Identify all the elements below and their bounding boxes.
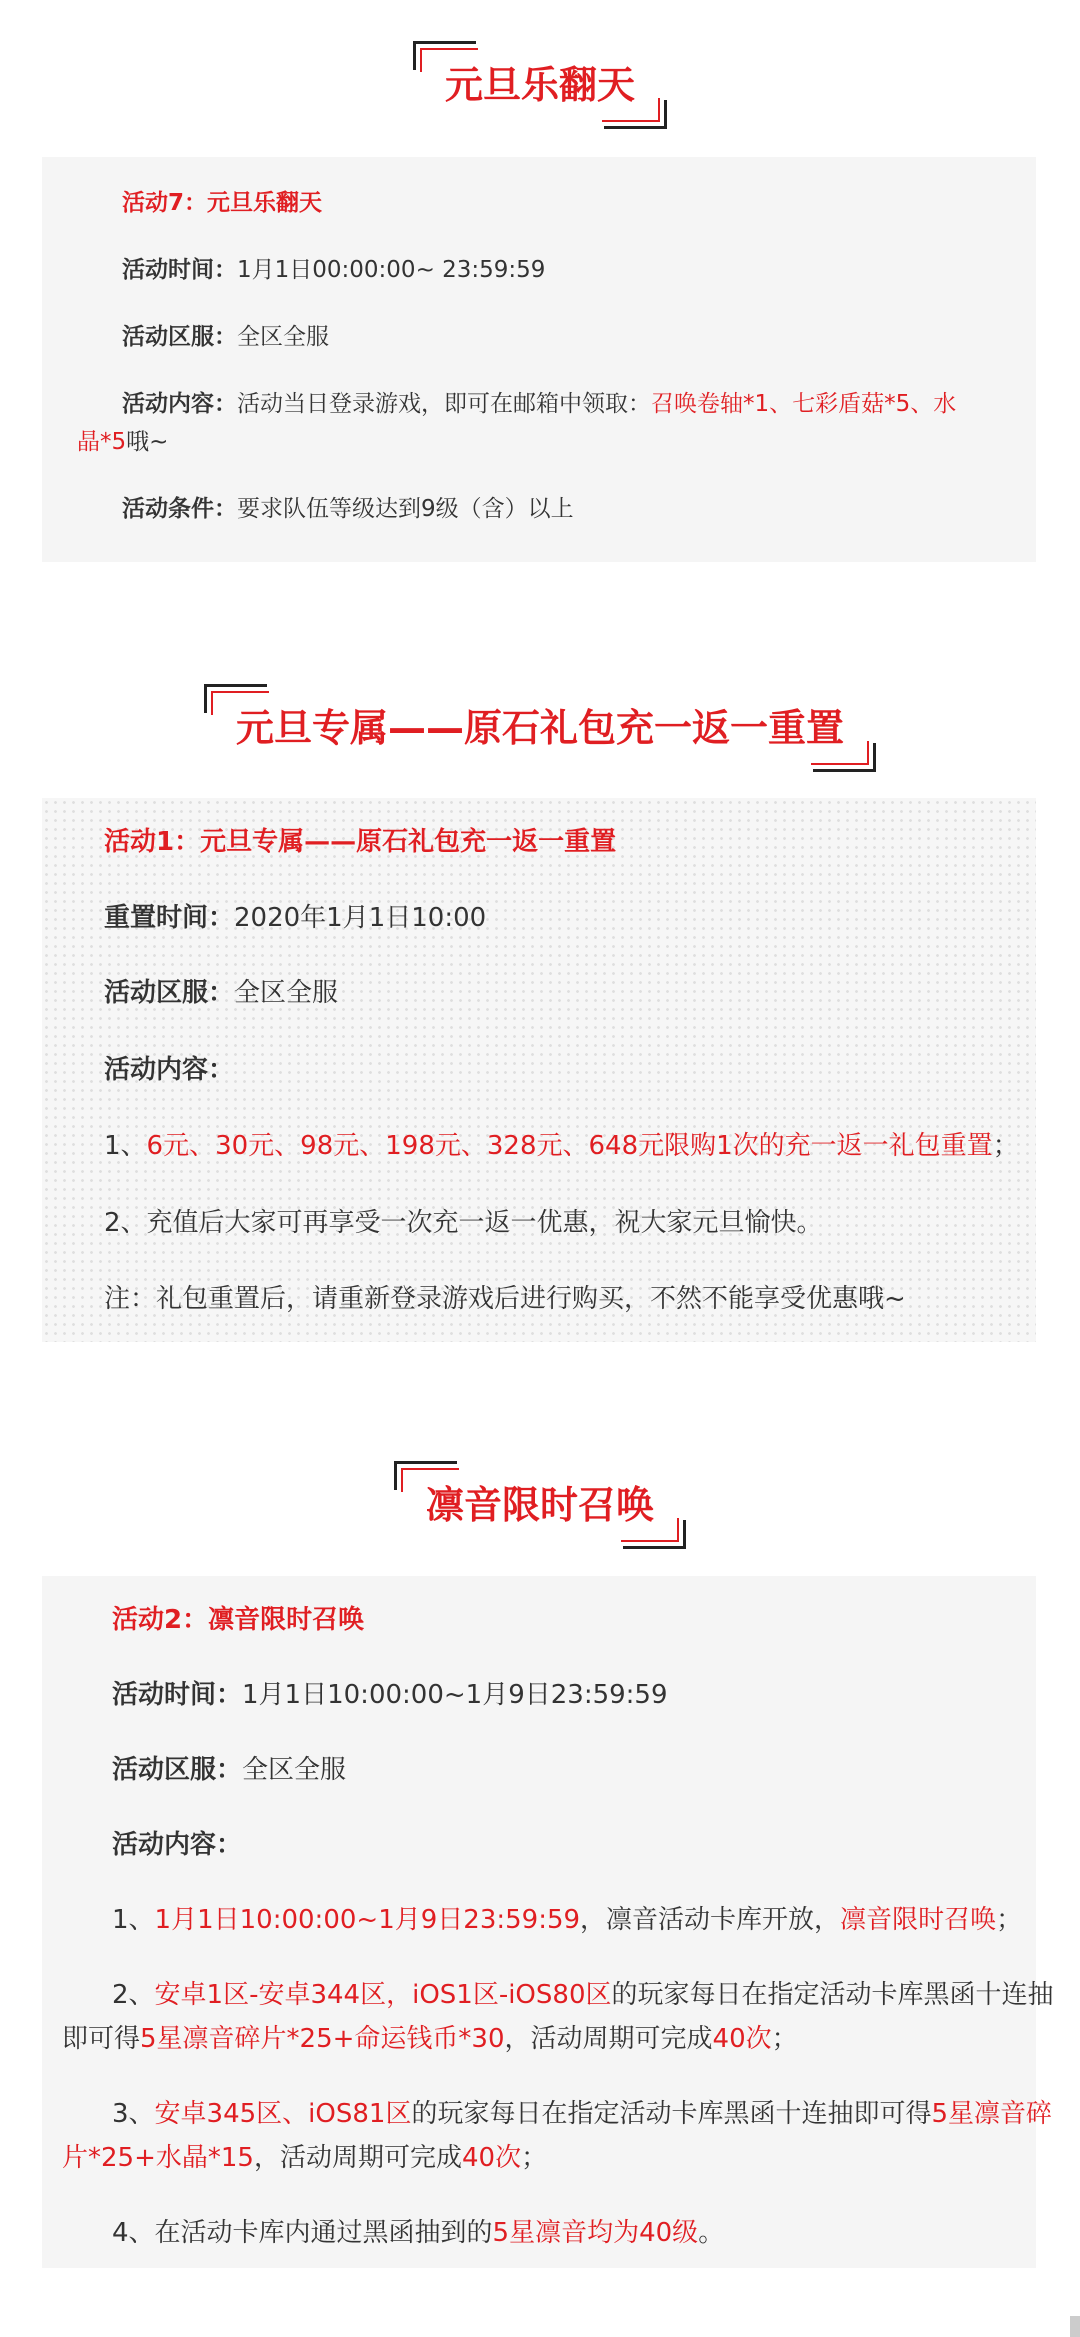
label: 活动区服： (112, 1755, 243, 1785)
item-highlight: 片*25+水晶*15 (62, 2143, 254, 2173)
item-highlight: 1月1日10:00:00~1月9日23:59:59 (154, 1905, 581, 1935)
label: 活动内容： (122, 391, 237, 417)
section-title-text: 凛音限时召唤 (425, 1483, 654, 1527)
label: 活动区服： (104, 978, 235, 1008)
activity-box-3 (42, 1576, 1054, 2268)
value: 要求队伍等级达到9级（含）以上 (237, 496, 574, 522)
value: 2020年1月1日10:00 (234, 903, 487, 933)
item-text: 4、在活动卡库内通过黑函抽到的 (112, 2218, 493, 2248)
activity-reset-time (104, 896, 486, 940)
item-highlight: 40次 (712, 2024, 772, 2054)
label: 活动时间： (122, 257, 237, 283)
section-title-text: 元旦乐翻天 (444, 63, 635, 107)
value: 哦~ (126, 429, 169, 455)
activity-content (122, 385, 956, 423)
activity-server (122, 318, 329, 356)
section-title-3 (0, 1475, 1080, 1535)
activity-content (112, 1823, 242, 1867)
item-highlight: 6元、30元、98元、198元、328元、648元限购1次的充一返一礼包重置 (146, 1131, 993, 1161)
content-item-1 (104, 1124, 1019, 1168)
value: 活动当日登录游戏，即可在邮箱中领取： (237, 391, 651, 417)
activity-time (112, 1673, 668, 1717)
reward-text: 晶*5 (77, 429, 127, 455)
activity-heading (104, 820, 616, 864)
item-prefix: 1、 (112, 1905, 155, 1935)
corner-decoration (623, 1520, 686, 1549)
content-item-1 (112, 1898, 1022, 1942)
activity-server (112, 1748, 346, 1792)
reward-text: 召唤卷轴*1、七彩盾菇*5、水 (651, 391, 957, 417)
item-highlight: 5星凛音均为40级 (492, 2218, 699, 2248)
item-text: 即可得 (62, 2024, 141, 2054)
label: 活动条件： (122, 496, 237, 522)
item-tail: 。 (698, 2218, 725, 2248)
activity-content-cont (77, 423, 168, 461)
value: 全区全服 (234, 978, 339, 1008)
value: 1月1日10:00:00~1月9日23:59:59 (242, 1680, 668, 1710)
value: 1月1日00:00:00~ 23:59:59 (237, 257, 546, 283)
label: 活动内容： (112, 1830, 243, 1860)
activity-condition (122, 490, 574, 528)
content-note (104, 1277, 906, 1321)
item-tail: ； (992, 1131, 1019, 1161)
item-highlight: 5星凛音碎 (931, 2099, 1053, 2129)
item-highlight: 40次 (461, 2143, 522, 2173)
item-text: ，凛音活动卡库开放， (580, 1905, 841, 1935)
item-highlight: 安卓345区、iOS81区 (154, 2099, 412, 2129)
title-frame (214, 698, 866, 758)
label: 活动时间： (112, 1680, 243, 1710)
section-title-2 (0, 698, 1080, 758)
activity-server (104, 971, 338, 1015)
content-item-4 (112, 2211, 724, 2255)
item-text: 的玩家每日在指定活动卡库黑函十连抽即可得 (411, 2099, 932, 2129)
item-prefix: 3、 (112, 2099, 155, 2129)
activity-box-1 (42, 157, 1036, 562)
item-tail: ； (521, 2143, 548, 2173)
label: 活动区服： (122, 324, 237, 350)
label: 活动内容： (104, 1055, 235, 1085)
value: 全区全服 (242, 1755, 347, 1785)
activity-heading (112, 1598, 364, 1642)
item-text: ，活动周期可完成 (253, 2143, 462, 2173)
item-text: 的玩家每日在指定活动卡库黑函十连抽 (611, 1980, 1054, 2010)
item-tail: ； (771, 2024, 798, 2054)
activity-time (122, 251, 545, 289)
heading-text: 活动1：元旦专属——原石礼包充一返一重置 (104, 827, 617, 857)
item-highlight: 安卓1区-安卓344区，iOS1区-iOS80区 (154, 1980, 612, 2010)
item-text: 2、充值后大家可再享受一次充一返一优惠，祝大家元旦愉快。 (104, 1208, 823, 1238)
activity-heading (122, 184, 322, 222)
content-item-2 (104, 1201, 823, 1245)
heading-text: 活动2：凛音限时召唤 (112, 1605, 365, 1635)
content-item-3-cont (62, 2136, 547, 2180)
corner-decoration (204, 684, 267, 713)
activity-content (104, 1048, 234, 1092)
item-highlight: 凛音限时召唤 (840, 1905, 997, 1935)
item-prefix: 2、 (112, 1980, 155, 2010)
corner-decoration (413, 41, 476, 70)
content-item-2 (112, 1973, 1054, 2017)
item-text: ，活动周期可完成 (504, 2024, 713, 2054)
label: 重置时间： (104, 903, 235, 933)
title-frame (423, 55, 657, 115)
corner-decoration (394, 1461, 457, 1490)
corner-decoration (604, 100, 667, 129)
item-tail: ； (996, 1905, 1023, 1935)
title-frame (404, 1475, 676, 1535)
item-prefix: 1、 (104, 1131, 147, 1161)
item-highlight: 5星凛音碎片*25+命运钱币*30 (140, 2024, 505, 2054)
value: 全区全服 (237, 324, 329, 350)
content-item-3 (112, 2092, 1052, 2136)
section-title-text: 元旦专属——原石礼包充一返一重置 (235, 706, 844, 750)
heading-text: 活动7：元旦乐翻天 (122, 190, 323, 216)
corner-decoration (813, 743, 876, 772)
scrollbar-thumb[interactable] (1070, 2316, 1080, 2337)
content-item-2-cont (62, 2017, 798, 2061)
note-text: 注：礼包重置后，请重新登录游戏后进行购买，不然不能享受优惠哦~ (104, 1284, 906, 1314)
activity-box-2 (42, 798, 1036, 1342)
section-title-1 (0, 55, 1080, 115)
